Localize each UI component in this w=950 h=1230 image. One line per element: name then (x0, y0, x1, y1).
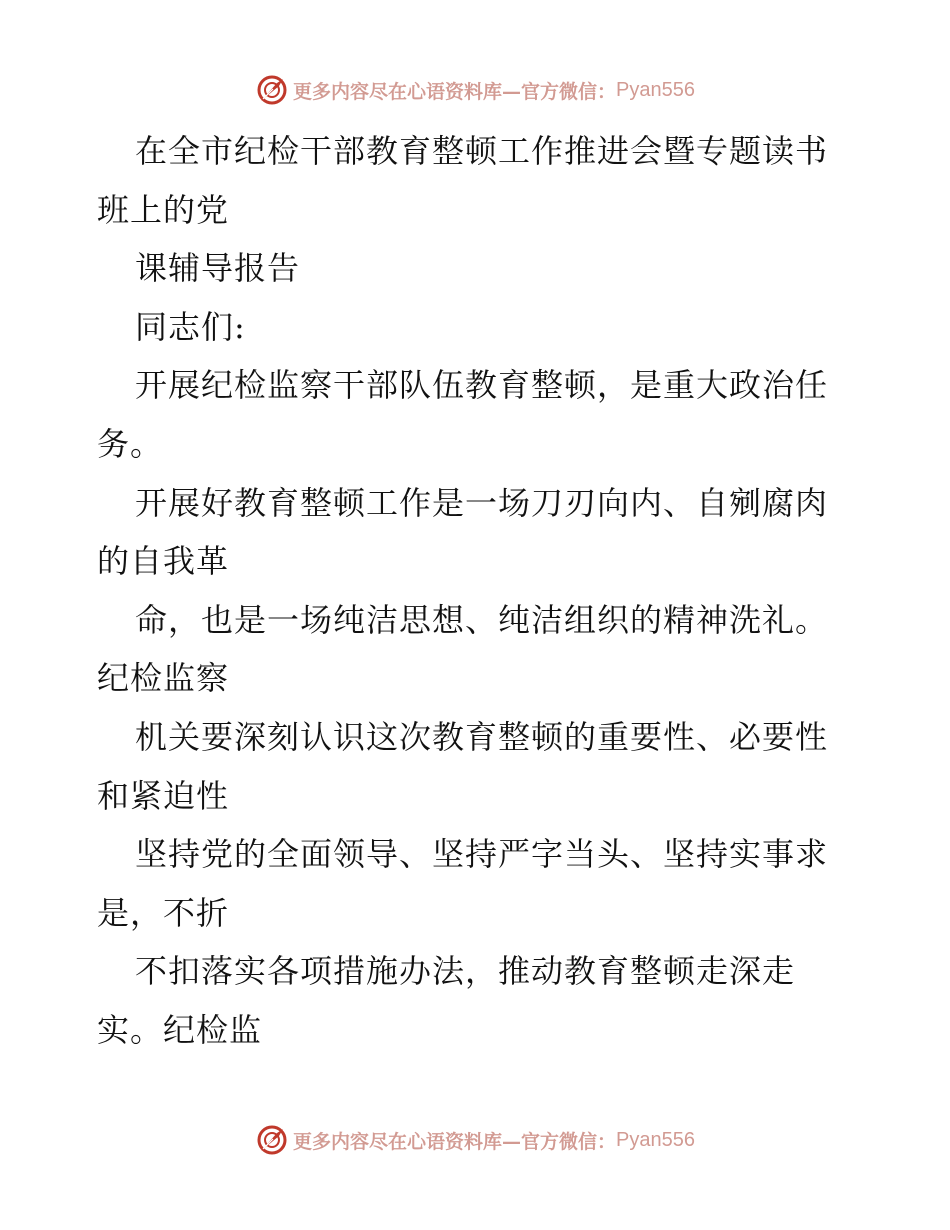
quill-logo-icon (255, 1123, 289, 1157)
text-line: 同志们: (135, 307, 246, 346)
text-line: 是，不折 (97, 893, 230, 932)
header-watermark (0, 70, 950, 110)
text-line: 纪检监察 (97, 659, 230, 698)
watermark-text: 更多内容尽在心语资料库—官方微信： (293, 80, 617, 103)
text-line: 坚持党的全面领导、坚持严字当头、坚持实事求 (135, 835, 829, 874)
text-line: 命，也是一场纯洁思想、纯洁组织的精神洗礼。 (135, 600, 829, 639)
watermark-wechat-id: Pyan556 (616, 1128, 695, 1151)
text-line: 在全市纪检干部教育整顿工作推进会暨专题读书 (135, 132, 829, 170)
document-body (97, 122, 857, 1060)
text-line: 的自我革 (97, 542, 230, 581)
text-line: 开展好教育整顿工作是一场刀刃向内、自剜腐肉 (135, 483, 829, 522)
text-line: 机关要深刻认识这次教育整顿的重要性、必要性 (135, 717, 829, 756)
watermark-wechat-id: Pyan556 (616, 78, 695, 101)
text-line: 务。 (97, 424, 164, 463)
watermark-text: 更多内容尽在心语资料库—官方微信： (293, 1130, 617, 1153)
text-line: 实。纪检监 (97, 1010, 263, 1049)
quill-logo-icon (255, 73, 289, 107)
text-line: 开展纪检监察干部队伍教育整顿，是重大政治任 (135, 366, 829, 405)
text-line: 课辅导报告 (135, 249, 301, 288)
text-line: 和紧迫性 (97, 776, 230, 815)
footer-watermark (0, 1120, 950, 1160)
text-line: 不扣落实各项措施办法，推动教育整顿走深走 (135, 952, 796, 991)
text-line: 班上的党 (97, 190, 230, 229)
